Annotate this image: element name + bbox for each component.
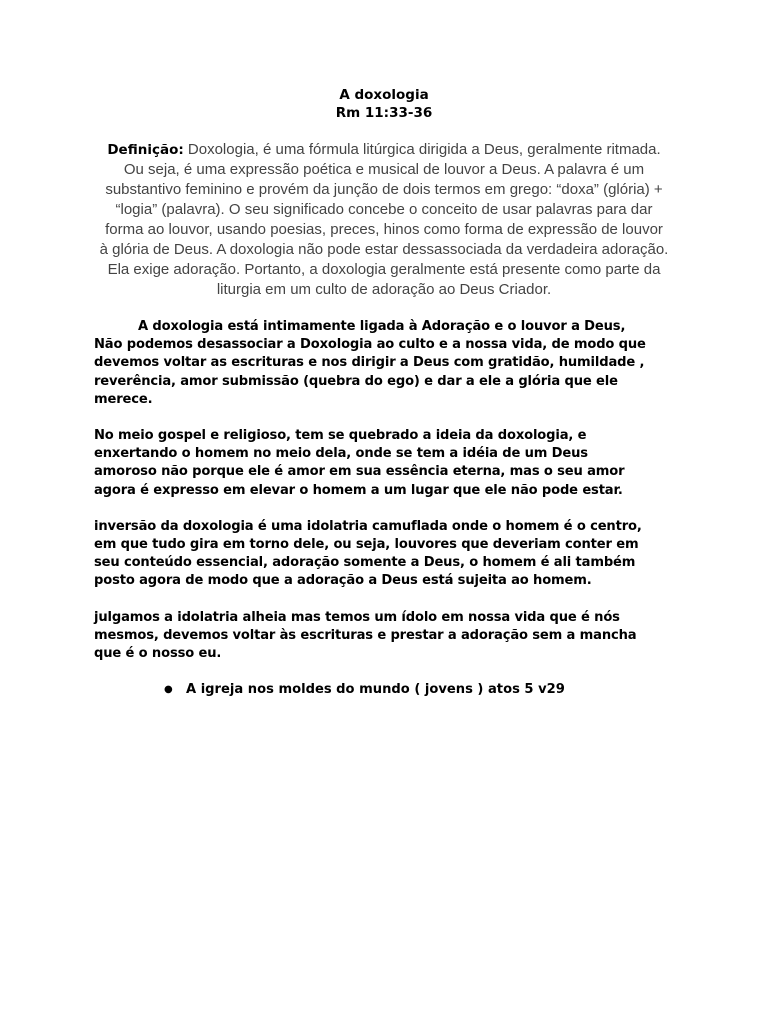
definition-line: “logia” (palavra). O seu significado concebe o conceito de usar palavras para dar <box>115 201 653 218</box>
bible-reference: Rm 11:33-36 <box>335 105 433 121</box>
title-block <box>94 86 674 122</box>
paragraph-line: em que tudo gira em torno dele, ou seja, louvores que deveriam conter em <box>94 537 639 553</box>
paragraph-line: agora é expresso em elevar o homem a um lugar que ele não pode estar. <box>94 482 623 498</box>
paragraph-line: inversão da doxologia é uma idolatria camuflada onde o homem é o centro, <box>94 518 642 534</box>
paragraph-line: amoroso não porque ele é amor em sua essência eterna, mas o seu amor <box>94 464 625 480</box>
paragraph-line: seu conteúdo essencial, adoração somente a Deus, o homem é ali também <box>94 555 636 571</box>
definition-term: Definição: <box>107 142 184 158</box>
definition-line: liturgia em um culto de adoração ao Deus Criador. <box>216 281 552 298</box>
paragraph-adoracao <box>94 318 674 409</box>
paragraph-line: reverência, amor submissão (quebra do ego) e dar a ele a glória que ele <box>94 373 618 389</box>
document-page <box>94 86 674 699</box>
paragraph-line: que é o nosso eu. <box>94 646 222 662</box>
definition-line: substantivo feminino e provém da junção de dois termos em grego: “doxa” (glória) + <box>105 181 663 198</box>
paragraph-line: A doxologia está intimamente ligada à Adoração e o louvor a Deus, <box>138 319 626 334</box>
definition-line: à glória de Deus. A doxologia não pode estar dessassociada da verdadeira adoração. <box>99 241 669 258</box>
bullet-list <box>94 681 674 699</box>
paragraph-line: No meio gospel e religioso, tem se quebrado a ideia da doxologia, e <box>94 428 587 444</box>
paragraph-line: enxertando o homem no meio dela, onde se tem a idéia de um Deus <box>94 446 588 462</box>
definition-line: forma ao louvor, usando poesias, preces, hinos como forma de expressão de louvor <box>105 221 663 238</box>
paragraph-line: posto agora de modo que a adoração a Deus está sujeita ao homem. <box>94 573 592 589</box>
definition-line: Ou seja, é uma expressão poética e musical de louvor a Deus. A palavra é um <box>123 161 645 178</box>
paragraph-gospel <box>94 427 674 500</box>
paragraph-line: julgamos a idolatria alheia mas temos um ídolo em nossa vida que é nós <box>94 609 620 625</box>
paragraph-line: merece. <box>94 391 153 407</box>
document-title: A doxologia <box>339 87 429 103</box>
definition-line: Doxologia, é uma fórmula litúrgica dirigida a Deus, geralmente ritmada. <box>183 141 661 158</box>
paragraph-line: devemos voltar as escrituras e nos dirigir a Deus com gratidão, humildade , <box>94 355 645 371</box>
paragraph-line: Não podemos desassociar a Doxologia ao culto e a nossa vida, de modo que <box>94 337 646 353</box>
paragraph-inversao <box>94 518 674 591</box>
paragraph-idolatria <box>94 609 674 664</box>
definition-line: Ela exige adoração. Portanto, a doxologia geralmente está presente como parte da <box>107 261 661 278</box>
paragraph-line: mesmos, devemos voltar às escrituras e prestar a adoração sem a mancha <box>94 627 637 643</box>
bullet-item: ● A igreja nos moldes do mundo ( jovens ) atos 5 v29 <box>164 681 674 699</box>
definition-paragraph <box>94 140 674 300</box>
